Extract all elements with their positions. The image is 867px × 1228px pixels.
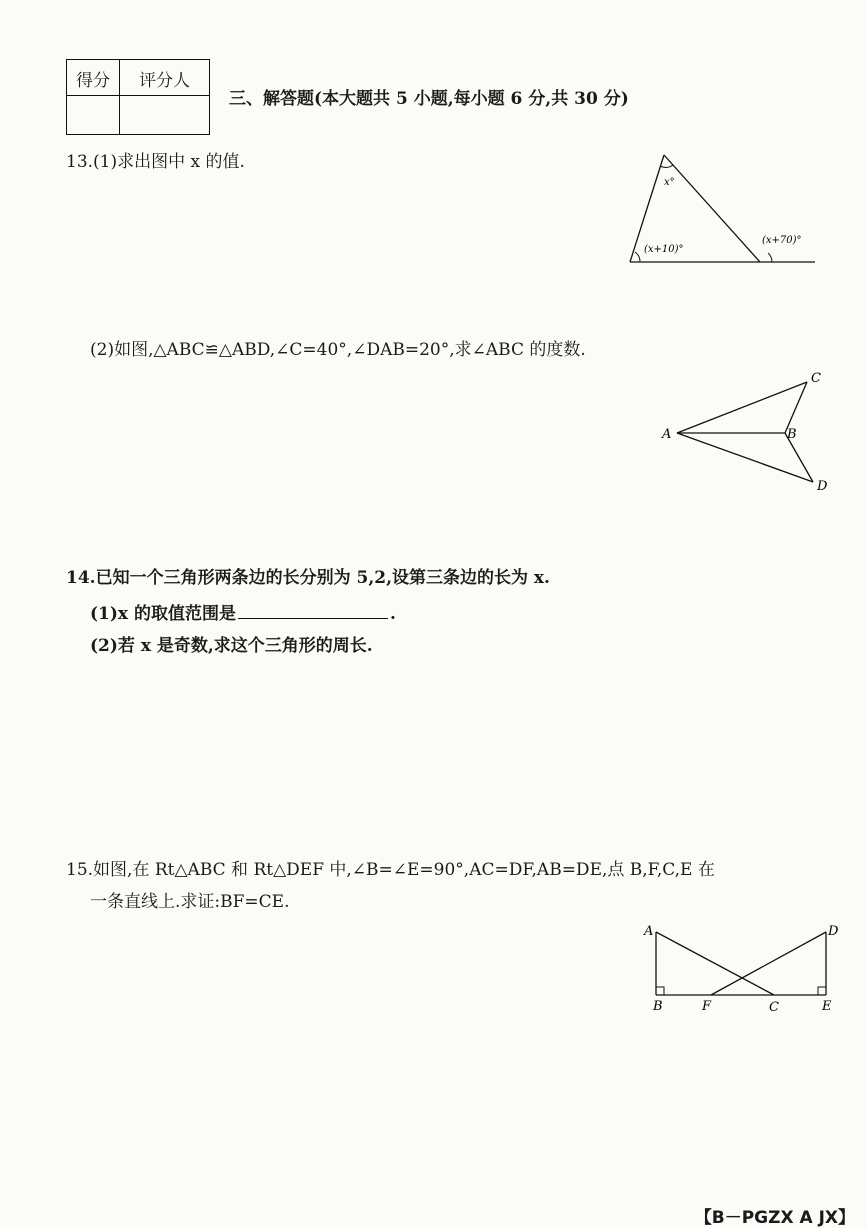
q15-line1: 15.如图,在 Rt△ABC 和 Rt△DEF 中,∠B=∠E=90°,AC=DF,AB=DE,点 B,F,C,E 在 <box>66 860 715 880</box>
answer-blank[interactable] <box>238 600 388 619</box>
q13-part1: 13.(1)求出图中 x 的值. <box>66 152 245 172</box>
fig3-label-f: F <box>702 999 712 1014</box>
footer-code: 【B－PGZX A JX】 <box>694 1208 855 1228</box>
q13-figure-1 <box>620 148 825 270</box>
fig2-side-ac <box>677 382 807 433</box>
fig3-side-ac <box>656 932 774 995</box>
fig1-angle-arc-exterior <box>768 253 772 262</box>
q14-stem: 14.已知一个三角形两条边的长分别为 5,2,设第三条边的长为 x. <box>66 568 550 588</box>
q13-part2: (2)如图,△ABC≌△ABD,∠C=40°,∠DAB=20°,求∠ABC 的度数. <box>90 340 586 360</box>
fig3-label-c: C <box>769 1000 779 1015</box>
fig2-label-b: B <box>787 427 797 442</box>
fig2-label-c: C <box>811 371 821 386</box>
fig1-angle-arc-top <box>660 165 673 167</box>
fig1-label-top: x° <box>664 177 675 188</box>
fig3-side-df <box>711 932 826 995</box>
section-title: 三、解答题(本大题共 5 小题,每小题 6 分,共 30 分) <box>229 89 629 109</box>
q13-figure-2 <box>655 365 835 495</box>
fig3-label-d: D <box>828 924 839 939</box>
fig1-label-right: (x+70)° <box>762 235 802 246</box>
q14-part1-suffix: . <box>389 604 396 624</box>
fig1-angle-arc-left <box>635 252 640 262</box>
fig3-label-e: E <box>822 999 832 1014</box>
fig3-label-a: A <box>644 924 654 939</box>
q14-part1-prefix: (1)x 的取值范围是 <box>90 604 236 624</box>
q14-part1 <box>90 600 396 626</box>
score-table <box>66 59 210 135</box>
q15-figure <box>636 918 846 1018</box>
fig2-label-a: A <box>662 427 672 442</box>
grader-header: 评分人 <box>139 71 190 91</box>
fig3-right-angle-e <box>818 987 826 995</box>
fig3-right-angle-b <box>656 987 664 995</box>
fig3-label-b: B <box>653 999 663 1014</box>
fig2-label-d: D <box>817 479 828 494</box>
fig1-label-left: (x+10)° <box>644 244 684 255</box>
score-header: 得分 <box>76 71 110 91</box>
score-table-divider <box>67 95 209 96</box>
q15-line2: 一条直线上.求证:BF=CE. <box>90 892 290 912</box>
q14-part2: (2)若 x 是奇数,求这个三角形的周长. <box>90 636 373 656</box>
